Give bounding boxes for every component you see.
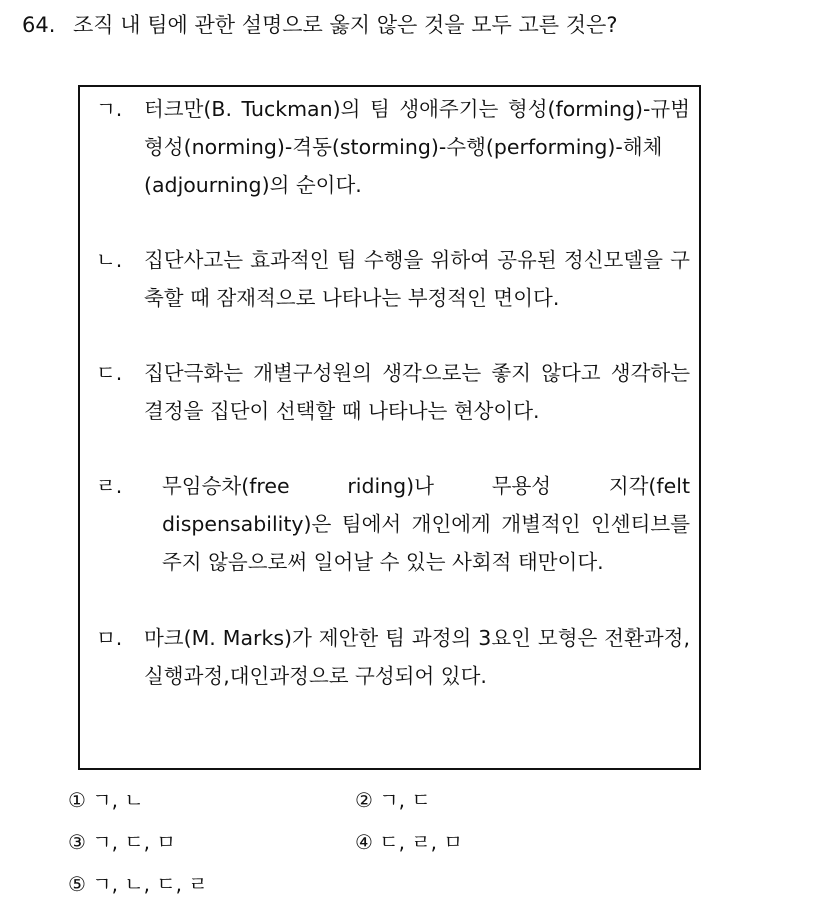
- choice-1[interactable]: ① ㄱ, ㄴ: [68, 788, 144, 812]
- statement-item: [96, 620, 690, 696]
- statement-marker: ㄱ.: [96, 97, 123, 121]
- choice-4[interactable]: ④ ㄷ, ㄹ, ㅁ: [355, 830, 463, 854]
- statement-text: 집단사고는 효과적인 팀 수행을 위하여 공유된 정신모델을 구축할 때 잠재적으로 나타나는 부정적인 면이다.: [144, 248, 690, 310]
- statements-box: [78, 85, 701, 770]
- question-number: 64.: [22, 13, 56, 37]
- choice-2[interactable]: ② ㄱ, ㄷ: [355, 788, 431, 812]
- question: [22, 10, 802, 40]
- statement-text: 무임승차(free riding)나 무용성 지각(felt dispensability)은 팀에서 개인에게 개별적인 인센티브를 주지 않음으로써 일어날 수 있는 사회적 태만이다.: [162, 474, 690, 574]
- statement-item: [96, 468, 690, 581]
- statement-marker: ㄹ.: [96, 474, 123, 498]
- statement-marker: ㅁ.: [96, 626, 123, 650]
- choice-5[interactable]: ⑤ ㄱ, ㄴ, ㄷ, ㄹ: [68, 872, 208, 896]
- statement-item: [96, 242, 690, 318]
- statement-text: 터크만(B. Tuckman)의 팀 생애주기는 형성(forming)-규범형성(norming)-격동(storming)-수행(performing)-해체(adjourning)의 순이다.: [144, 97, 690, 197]
- statement-item: [96, 91, 690, 204]
- statement-marker: ㄴ.: [96, 248, 123, 272]
- statement-text: 마크(M. Marks)가 제안한 팀 과정의 3요인 모형은 전환과정, 실행과정,대인과정으로 구성되어 있다.: [144, 626, 690, 688]
- choice-3[interactable]: ③ ㄱ, ㄷ, ㅁ: [68, 830, 176, 854]
- statement-text: 집단극화는 개별구성원의 생각으로는 좋지 않다고 생각하는 결정을 집단이 선택할 때 나타나는 현상이다.: [144, 361, 690, 423]
- statement-marker: ㄷ.: [96, 361, 123, 385]
- statement-item: [96, 355, 690, 431]
- question-text: 조직 내 팀에 관한 설명으로 옳지 않은 것을 모두 고른 것은?: [73, 13, 618, 37]
